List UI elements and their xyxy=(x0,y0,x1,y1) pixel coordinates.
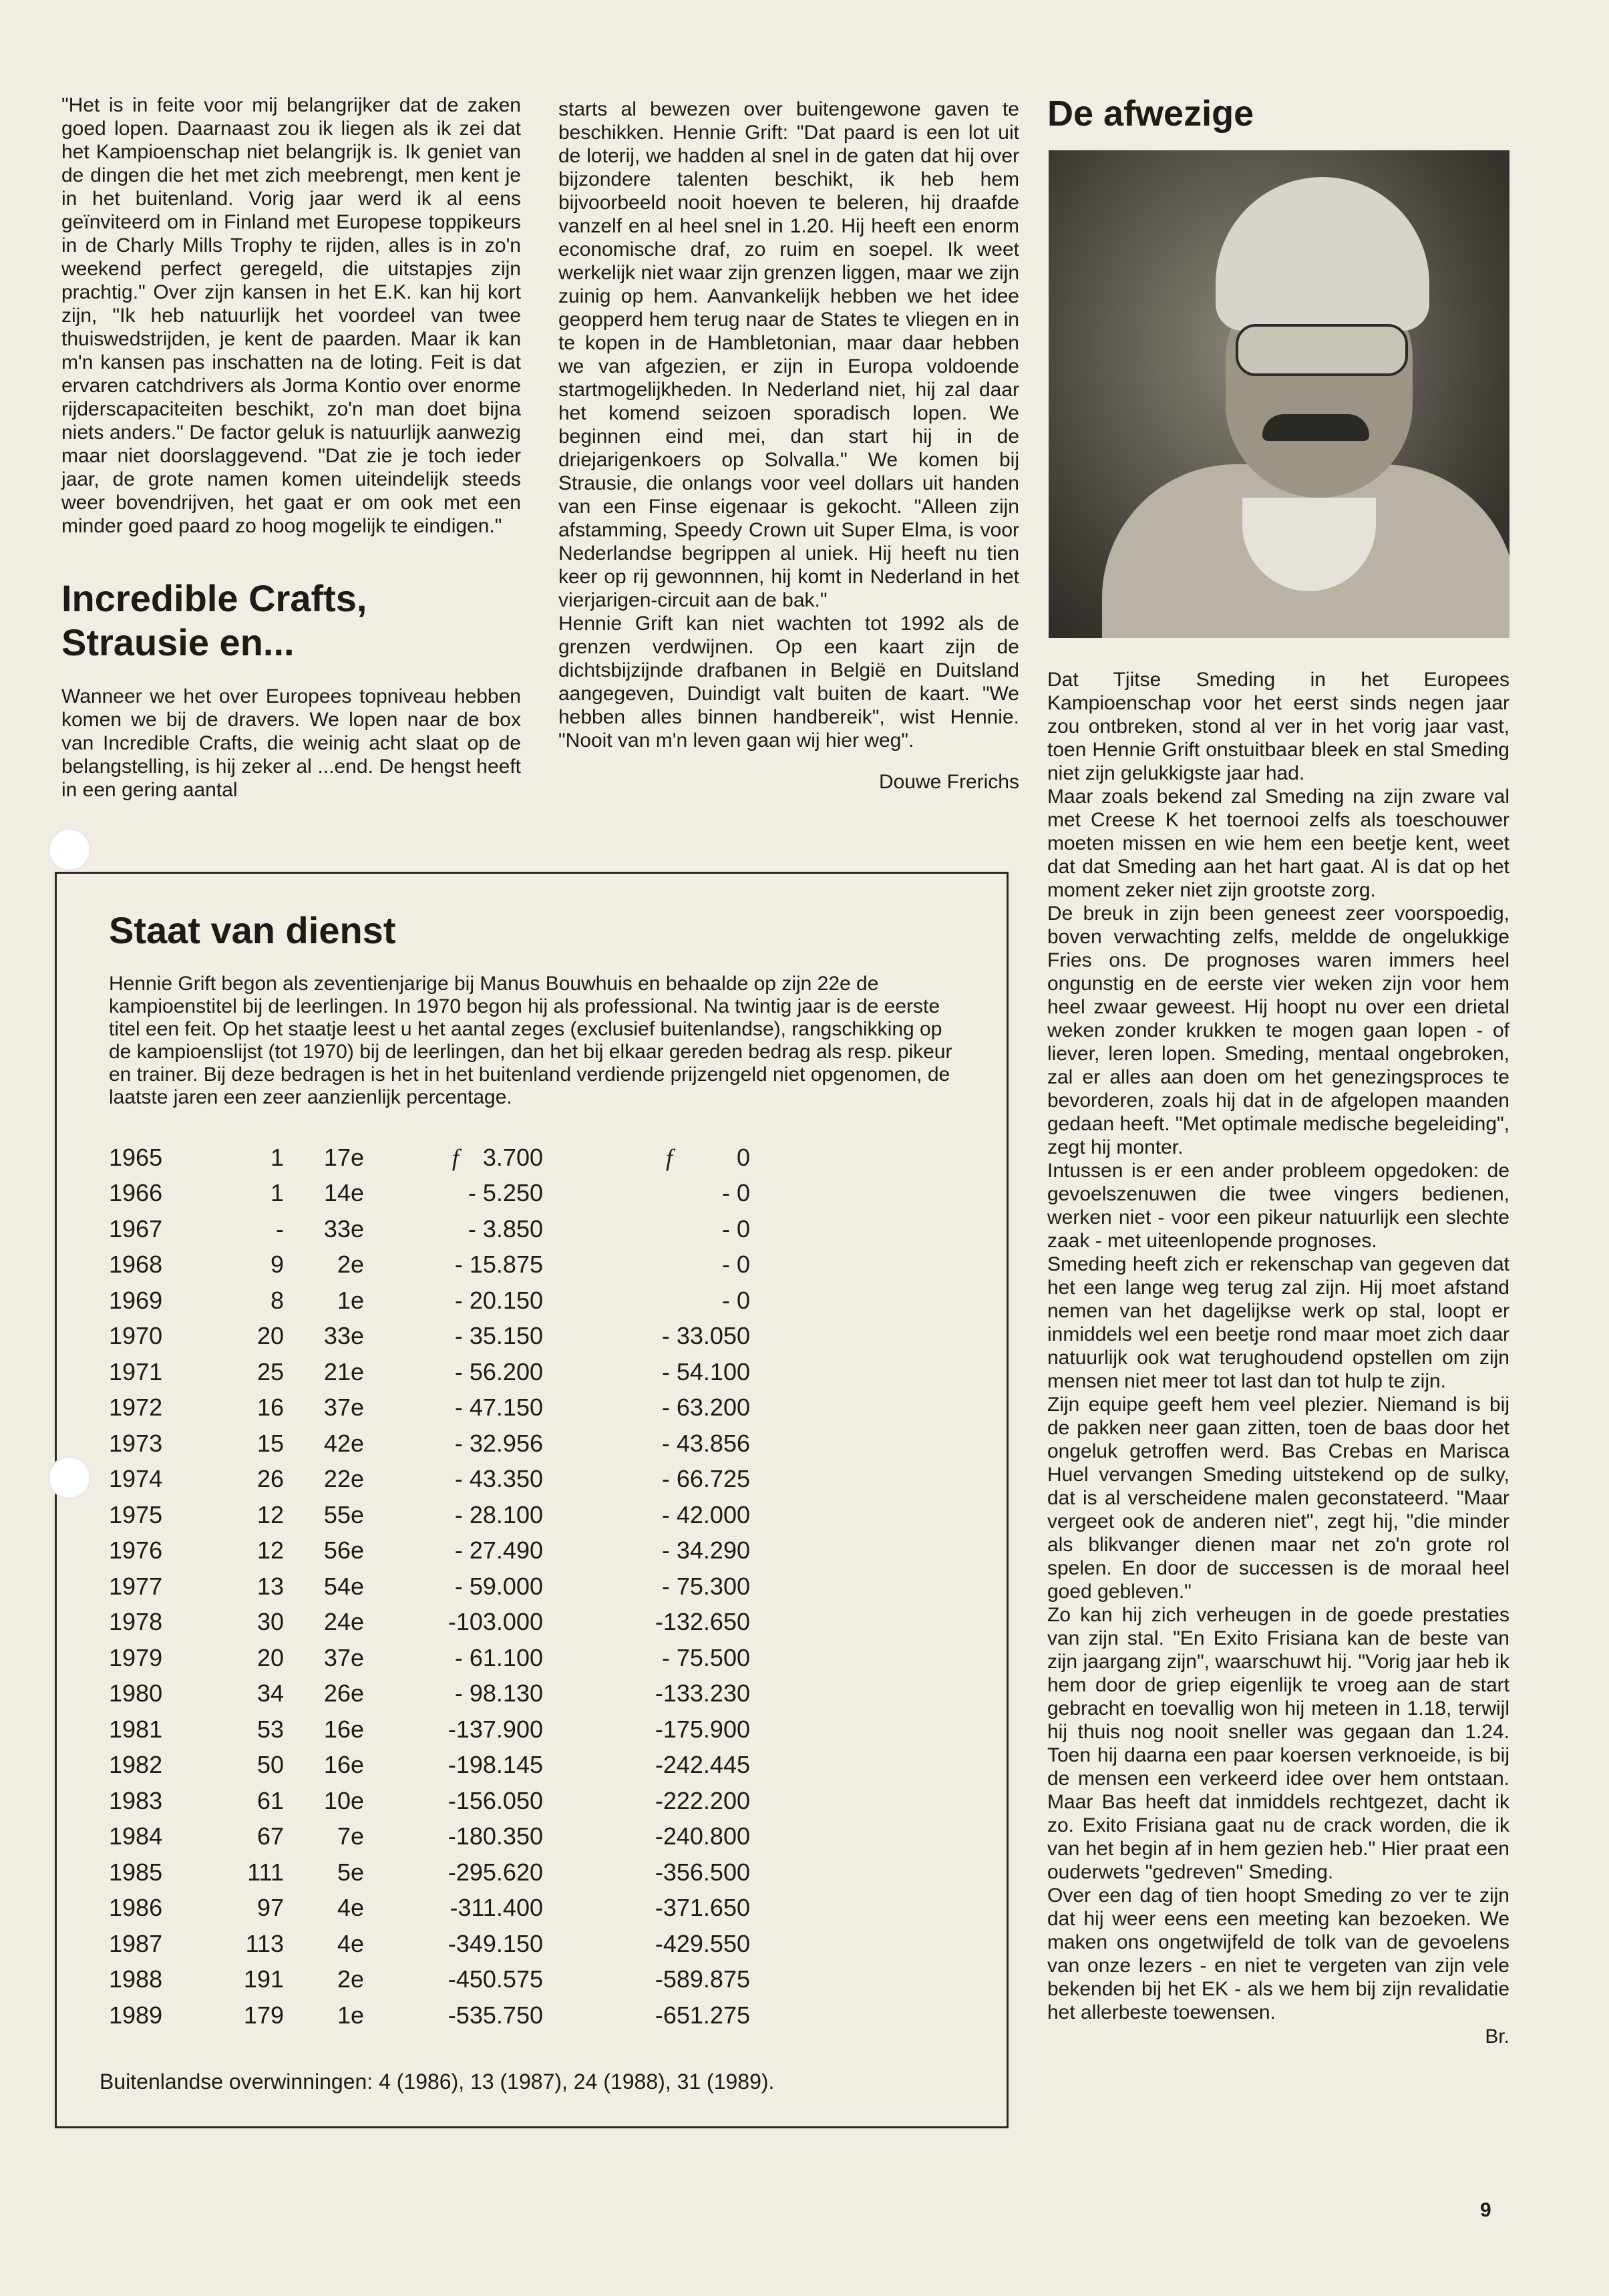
stats-pikeur-amount-value: 3.700 xyxy=(482,1143,543,1171)
stats-rank: 2e xyxy=(337,1251,364,1279)
stats-trainer-amount: -133.230 xyxy=(655,1679,750,1707)
stats-year: 1974 xyxy=(109,1465,163,1493)
stats-row xyxy=(105,1462,750,1498)
stats-pikeur-amount: - 43.350 xyxy=(454,1465,543,1493)
stats-year: 1977 xyxy=(109,1572,163,1600)
stats-rank: 21e xyxy=(323,1357,364,1385)
stats-wins: 20 xyxy=(256,1322,284,1350)
stats-year: 1983 xyxy=(109,1786,163,1814)
interview-paragraph: "Het is in feite voor mij belangrijker dat de zaken goed lopen. Daarnaast zou ik liegen als ik zei dat het Kampioenschap niet belangrijk is. Ik geniet van de dingen die het met zich meebrengt, men kent je in het buitenland. Vorig jaar werd ik al eens geïnviteerd om in Finland met Europese toppikeurs in de Charly Mills Trophy te rijden, alles is in zo'n weekend perfect geregeld, die uitstapjes zijn prachtig." Over zijn kansen in het E.K. kan hij kort zijn, "Ik heb natuurlijk het voordeel van twee thuiswedstrijden, je kent de paarden. Maar ik kan m'n kansen pas inschatten na de loting. Feit is dat ervaren catchdrivers als Jorma Kontio over enorme rijderscapaciteiten beschikt, zo'n man doet bijna niets anders." De factor geluk is natuurlijk aanwezig maar niet doorslaggevend. "Dat zie je toch ieder jaar, de grote namen komen uiteindelijk steeds weer bovendrijven, het gaat er om ook met een minder goed paard zo hoog mogelijk te eindigen." xyxy=(61,94,521,537)
stats-trainer-amount xyxy=(543,1140,750,1176)
stats-wins: 20 xyxy=(256,1643,284,1671)
stats-pikeur-amount: -103.000 xyxy=(448,1608,543,1636)
stats-row xyxy=(105,1962,750,1998)
stats-trainer-amount: -429.550 xyxy=(655,1929,750,1957)
stats-pikeur-amount: -349.150 xyxy=(448,1929,543,1957)
stats-year: 1971 xyxy=(109,1357,163,1385)
stats-year: 1989 xyxy=(109,2001,163,2029)
stats-year: 1973 xyxy=(109,1429,163,1457)
stats-wins: 1 xyxy=(270,1143,284,1171)
stats-trainer-amount: -589.875 xyxy=(655,1965,750,1993)
sidebar-paragraph: Maar zoals bekend zal Smeding na zijn zware val met Creese K het toernooi zelfs als toeschouwer moeten missen en wie hem een beetje kent, weet dat dat Smeding aan het hart gaat. Al is dat op het moment zeker niet zijn grootste zorg. xyxy=(1047,786,1509,901)
stats-trainer-amount: -222.200 xyxy=(655,1786,750,1814)
stats-wins: 67 xyxy=(256,1822,284,1850)
stats-rank: 42e xyxy=(323,1429,364,1457)
stats-rank: 4e xyxy=(337,1929,364,1957)
stats-wins: 61 xyxy=(256,1786,284,1814)
stats-pikeur-amount: - 35.150 xyxy=(454,1322,543,1350)
stats-wins: 13 xyxy=(256,1572,284,1600)
stats-trainer-amount: - 0 xyxy=(721,1286,750,1314)
stats-rank: 17e xyxy=(323,1143,364,1171)
stats-year: 1988 xyxy=(109,1965,163,1993)
stats-row xyxy=(105,1605,750,1641)
sidebar-paragraph: Zijn equipe geeft hem veel plezier. Niemand is bij de pakken neer gaan zitten, toen de baas door het ongeluk getroffen werd. Bas Crebas en Marisca Huel vervangen Smeding uitstekend op de sulky, dat is al verscheidene malen geconstateerd. "Maar vergeet ook de anderen niet", zegt hij, "die minder als blikvanger dienen maar net zo'n grote rol spelen. En door de successen is de moraal heel goed gebleven." xyxy=(1047,1393,1509,1603)
section-paragraph: Wanneer we het over Europees topniveau hebben komen we bij de dravers. We lopen naar de box van Incredible Crafts, die weinig acht slaat op de belangstelling, is hij zeker al ...end. De hengst heeft in een gering aantal xyxy=(61,685,521,801)
currency-symbol: f xyxy=(452,1144,459,1171)
stats-pikeur-amount: - 15.875 xyxy=(454,1251,543,1279)
stats-row xyxy=(105,1176,750,1212)
stats-year: 1972 xyxy=(109,1393,163,1422)
sidebar-paragraphs xyxy=(1047,668,1509,2024)
stats-trainer-amount: -651.275 xyxy=(655,2001,750,2029)
career-stats-body xyxy=(105,1140,750,2033)
stats-rank: 4e xyxy=(337,1894,364,1922)
stats-pikeur-amount: - 3.850 xyxy=(468,1214,543,1243)
stats-year: 1978 xyxy=(109,1608,163,1636)
stats-pikeur-amount xyxy=(364,1140,543,1176)
sidebar-heading: De afwezige xyxy=(1047,94,1254,134)
section-heading xyxy=(61,577,521,665)
stats-rank: 56e xyxy=(323,1536,364,1565)
stats-row xyxy=(105,1533,750,1569)
stats-pikeur-amount: - 32.956 xyxy=(454,1429,543,1457)
heading-line-2: Strausie en... xyxy=(61,621,295,663)
box-title: Staat van dienst xyxy=(109,909,396,951)
punch-hole xyxy=(48,828,91,871)
stats-pikeur-amount: - 56.200 xyxy=(454,1357,543,1385)
continued-paragraph: starts al bewezen over buitengewone gaven te beschikken. Hennie Grift: "Dat paard is een lot uit de loterij, we hadden al snel in de gaten dat hij over bijzondere talenten beschikt, ik heb hem bijvoorbeeld nooit hoeven te beleren, hij draafde vanzelf en al heel snel in 1.20. Hij heeft een enorm economische draf, zo ruim en soepel. Ik weet werkelijk niet waar zijn grenzen liggen, maar we zijn zuinig op hem. Aanvankelijk hebben we het idee geopperd hem terug naar de States te vliegen en in te kopen in de Hambletonian, maar daar hebben we van afgezien, er zijn in Europa voldoende startmogelijkheden. In Nederland niet, hij zal daar het komend seizoen sporadisch lopen. We beginnen eind mei, dan start hij in de driejarigenkoers op Solvalla." We komen bij Strausie, die onlangs voor veel dollars uit handen van een Finse eigenaar is gekocht. "Alleen zijn afstamming, Speedy Crown uit Super Elma, is voor Nederlandse begrippen al uniek. Hij heeft nu tien keer op rij gewonnnen, hij komt in Nederland in het vierjarigen-circuit aan de bak." xyxy=(558,98,1019,611)
stats-year: 1975 xyxy=(109,1500,163,1528)
stats-wins: 53 xyxy=(256,1715,284,1743)
stats-rank: 10e xyxy=(323,1786,364,1814)
article-column-1 xyxy=(61,94,521,802)
stats-trainer-amount: - 54.100 xyxy=(661,1357,750,1385)
photo-helmet xyxy=(1216,177,1429,331)
portrait-photo xyxy=(1049,150,1509,638)
stats-rank: 7e xyxy=(337,1822,364,1850)
stats-pikeur-amount: - 20.150 xyxy=(454,1286,543,1314)
sidebar-paragraph: Smeding heeft zich er rekenschap van gegeven dat het een lange weg terug zal zijn. Hij moet afstand nemen van het dagelijkse werk op stal, loopt er inmiddels wel een beetje rond maar moet zich daar natuurlijk ook wat terughoudend opstellen om zijn mensen niet meer tot last dan tot hulp te zijn. xyxy=(1047,1253,1509,1392)
stats-wins: 97 xyxy=(256,1894,284,1922)
stats-wins: 111 xyxy=(247,1858,284,1886)
stats-trainer-amount: - 75.500 xyxy=(661,1643,750,1671)
stats-pikeur-amount: - 59.000 xyxy=(454,1572,543,1600)
sidebar-paragraph: De breuk in zijn been geneest zeer voorspoedig, boven verwachting zelfs, meldde de ongelukkige Fries ons. De prognoses waren immers heel ongunstig en de eerste vier weken zijn voor hem heel zwaar geweest. Hij hoopt nu over een drietal weken zonder krukken te mogen gaan lopen - of liever, leren lopen. Smeding, mentaal ongebroken, zal er alles aan doen om het genezingsproces te bevorderen, zoals hij dat in de afgelopen maanden gedaan heeft. "Met optimale medische begeleiding", zegt hij monter. xyxy=(1047,903,1509,1158)
box-footer: Buitenlandse overwinningen: 4 (1986), 13 (1987), 24 (1988), 31 (1989). xyxy=(100,2070,775,2094)
sidebar-paragraph: Zo kan hij zich verheugen in de goede prestaties van zijn stal. "En Exito Frisiana kan de beste van zijn jaargang zijn", waarschuwt hij. "Vorig jaar heb ik hem door de griep eigenlijk te vroeg aan de start gebracht en toevallig won hij meteen in 1.18, terwijl hij thuis nog nooit sneller was gegaan dan 1.24. Toen hij daarna een paar koersen verknoeide, is bij de mensen een verkeerd idee over hem ontstaan. Maar Bas heeft dat inmiddels rechtgezet, dacht ik zo. Exito Frisiana gaat nu de crack worden, die ik van het begin af in hem gezien heb." Hier praat een ouderwets "gedreven" Smeding. xyxy=(1047,1604,1509,1883)
stats-rank: 5e xyxy=(337,1858,364,1886)
stats-trainer-amount: -371.650 xyxy=(655,1894,750,1922)
stats-row xyxy=(105,1819,750,1855)
stats-trainer-amount: - 43.856 xyxy=(661,1429,750,1457)
stats-row xyxy=(105,1247,750,1283)
sidebar-signature: Br. xyxy=(1485,2025,1509,2047)
currency-symbol: f xyxy=(665,1144,673,1171)
stats-wins: 191 xyxy=(243,1965,284,1993)
stats-year: 1967 xyxy=(109,1214,163,1243)
stats-row xyxy=(105,1997,750,2033)
punch-hole xyxy=(48,1456,91,1499)
stats-pikeur-amount: - 27.490 xyxy=(454,1536,543,1565)
stats-pikeur-amount: -450.575 xyxy=(448,1965,543,1993)
stats-pikeur-amount: -137.900 xyxy=(448,1715,543,1743)
stats-wins: 113 xyxy=(245,1929,284,1957)
stats-wins: 25 xyxy=(256,1357,284,1385)
stats-row xyxy=(105,1569,750,1605)
stats-rank: 16e xyxy=(323,1715,364,1743)
stats-pikeur-amount: - 61.100 xyxy=(454,1643,543,1671)
stats-pikeur-amount: - 47.150 xyxy=(454,1393,543,1422)
box-intro: Hennie Grift begon als zeventienjarige bij Manus Bouwhuis en behaalde op zijn 22e de kampioenstitel bij de leerlingen. In 1970 begon hij als professional. Na twintig jaar is de eerste titel een feit. Op het staatje leest u het aantal zeges (exclusief buitenlandse), rangschikking op de kampioenslijst (tot 1970) bij de leerlingen, dan het bij elkaar gereden bedrag als resp. pikeur en trainer. Bij deze bedragen is het in het buitenland verdiende prijzengeld niet opgenomen, de laatste jaren een zeer aanzienlijk percentage. xyxy=(109,973,952,1108)
stats-rank: 24e xyxy=(323,1608,364,1636)
stats-row xyxy=(105,1926,750,1962)
stats-wins: 15 xyxy=(256,1429,284,1457)
stats-rank: 33e xyxy=(323,1214,364,1243)
stats-pikeur-amount: - 98.130 xyxy=(454,1679,543,1707)
stats-row xyxy=(105,1211,750,1247)
stats-rank: 22e xyxy=(323,1465,364,1493)
stats-year: 1987 xyxy=(109,1929,163,1957)
stats-pikeur-amount: -198.145 xyxy=(448,1751,543,1779)
sidebar-body xyxy=(1047,668,1509,2048)
closing-paragraph: Hennie Grift kan niet wachten tot 1992 als de grenzen verdwijnen. Op een kaart zijn de dichtsbijzijnde drafbanen in België en Duitsland aangegeven, Duindigt valt buiten de kaart. "We hebben alles binnen handbereik", wist Hennie. "Nooit van m'n leven gaan wij hier weg". xyxy=(558,613,1019,752)
stats-rank: 2e xyxy=(337,1965,364,1993)
stats-pikeur-amount: -311.400 xyxy=(450,1894,543,1922)
stats-trainer-amount: -240.800 xyxy=(655,1822,750,1850)
stats-row xyxy=(105,1711,750,1748)
stats-year: 1969 xyxy=(109,1286,163,1314)
stats-year: 1979 xyxy=(109,1643,163,1671)
stats-row xyxy=(105,1891,750,1927)
stats-rank: 16e xyxy=(323,1751,364,1779)
stats-pikeur-amount: -295.620 xyxy=(448,1858,543,1886)
stats-row xyxy=(105,1854,750,1891)
stats-year: 1976 xyxy=(109,1536,163,1565)
stats-year: 1985 xyxy=(109,1858,163,1886)
stats-year: 1968 xyxy=(109,1251,163,1279)
stats-pikeur-amount: - 5.250 xyxy=(468,1179,543,1207)
stats-row xyxy=(105,1319,750,1355)
stats-row xyxy=(105,1354,750,1390)
stats-year: 1980 xyxy=(109,1679,163,1707)
sidebar-paragraph: Dat Tjitse Smeding in het Europees Kampioenschap voor het eerst sinds negen jaar zou ontbreken, stond al ver in het vorig jaar vast, toen Hennie Grift onstuitbaar bleek en stal Smeding niet zijn gelukkigste jaar had. xyxy=(1047,669,1509,784)
stats-wins: 8 xyxy=(270,1286,284,1314)
stats-trainer-amount: - 33.050 xyxy=(661,1322,750,1350)
stats-row xyxy=(105,1640,750,1676)
heading-line-1: Incredible Crafts, xyxy=(61,577,367,619)
photo-mustache xyxy=(1262,414,1369,441)
stats-pikeur-amount: -180.350 xyxy=(448,1822,543,1850)
stats-wins: 30 xyxy=(256,1608,284,1636)
sidebar-paragraph: Over een dag of tien hoopt Smeding zo ver te zijn dat hij weer eens een meeting kan bezoeken. We maken ons ongetwijfeld de tolk van de gevoelens van onze lezers - en niet te vergeten van zijn vele bekenden bij het EK - als we hem bij zijn revalidatie het allerbeste toewensen. xyxy=(1047,1884,1509,2023)
photo-goggles xyxy=(1236,324,1408,376)
stats-trainer-amount: - 75.300 xyxy=(661,1572,750,1600)
stats-trainer-amount: - 42.000 xyxy=(661,1500,750,1528)
stats-rank: 1e xyxy=(337,2001,364,2029)
stats-rank: 14e xyxy=(323,1179,364,1207)
stats-trainer-amount: - 63.200 xyxy=(661,1393,750,1422)
stats-row xyxy=(105,1783,750,1819)
stats-wins: 16 xyxy=(256,1393,284,1422)
stats-rank: 55e xyxy=(323,1500,364,1528)
stats-trainer-amount: -242.445 xyxy=(655,1751,750,1779)
stats-wins: 12 xyxy=(256,1500,284,1528)
stats-year: 1986 xyxy=(109,1894,163,1922)
stats-row xyxy=(105,1283,750,1319)
stats-trainer-amount: - 0 xyxy=(721,1251,750,1279)
stats-wins: 50 xyxy=(256,1751,284,1779)
sidebar-paragraph: Intussen is er een ander probleem opgedoken: de gevoelszenuwen die twee vingers bedienen, werken niet - voor een pikeur natuurlijk een slechte zaak - met uiteenlopende prognoses. xyxy=(1047,1160,1509,1252)
stats-trainer-amount-value: 0 xyxy=(736,1143,750,1171)
stats-wins: - xyxy=(276,1214,284,1243)
stats-pikeur-amount: - 28.100 xyxy=(454,1500,543,1528)
stats-row xyxy=(105,1390,750,1426)
stats-trainer-amount: -175.900 xyxy=(655,1715,750,1743)
stats-rank: 37e xyxy=(323,1643,364,1671)
stats-trainer-amount: - 0 xyxy=(721,1214,750,1243)
stats-row xyxy=(105,1676,750,1712)
stats-wins: 9 xyxy=(270,1251,284,1279)
stats-pikeur-amount: -156.050 xyxy=(448,1786,543,1814)
page-number: 9 xyxy=(1480,2199,1491,2221)
stats-wins: 26 xyxy=(256,1465,284,1493)
article-column-2 xyxy=(558,98,1019,794)
stats-trainer-amount: - 34.290 xyxy=(661,1536,750,1565)
author-byline: Douwe Frerichs xyxy=(878,771,1019,793)
stats-pikeur-amount: -535.750 xyxy=(448,2001,543,2029)
stats-year: 1982 xyxy=(109,1751,163,1779)
career-stats-box xyxy=(55,872,1009,2128)
stats-trainer-amount: -132.650 xyxy=(655,1608,750,1636)
stats-year: 1981 xyxy=(109,1715,163,1743)
stats-year: 1966 xyxy=(109,1179,163,1207)
stats-rank: 26e xyxy=(323,1679,364,1707)
stats-year: 1965 xyxy=(109,1143,163,1171)
stats-year: 1970 xyxy=(109,1322,163,1350)
stats-wins: 34 xyxy=(256,1679,284,1707)
sidebar-article xyxy=(1047,94,1509,134)
stats-wins: 179 xyxy=(243,2001,284,2029)
stats-trainer-amount: - 0 xyxy=(721,1179,750,1207)
stats-row xyxy=(105,1497,750,1533)
stats-row xyxy=(105,1748,750,1784)
stats-row xyxy=(105,1140,750,1176)
stats-rank: 1e xyxy=(337,1286,364,1314)
stats-year: 1984 xyxy=(109,1822,163,1850)
stats-wins: 1 xyxy=(270,1179,284,1207)
stats-rank: 54e xyxy=(323,1572,364,1600)
stats-rank: 33e xyxy=(323,1322,364,1350)
stats-row xyxy=(105,1426,750,1462)
stats-rank: 37e xyxy=(323,1393,364,1422)
stats-wins: 12 xyxy=(256,1536,284,1565)
stats-trainer-amount: -356.500 xyxy=(655,1858,750,1886)
career-stats-table xyxy=(105,1140,750,2033)
stats-trainer-amount: - 66.725 xyxy=(661,1465,750,1493)
